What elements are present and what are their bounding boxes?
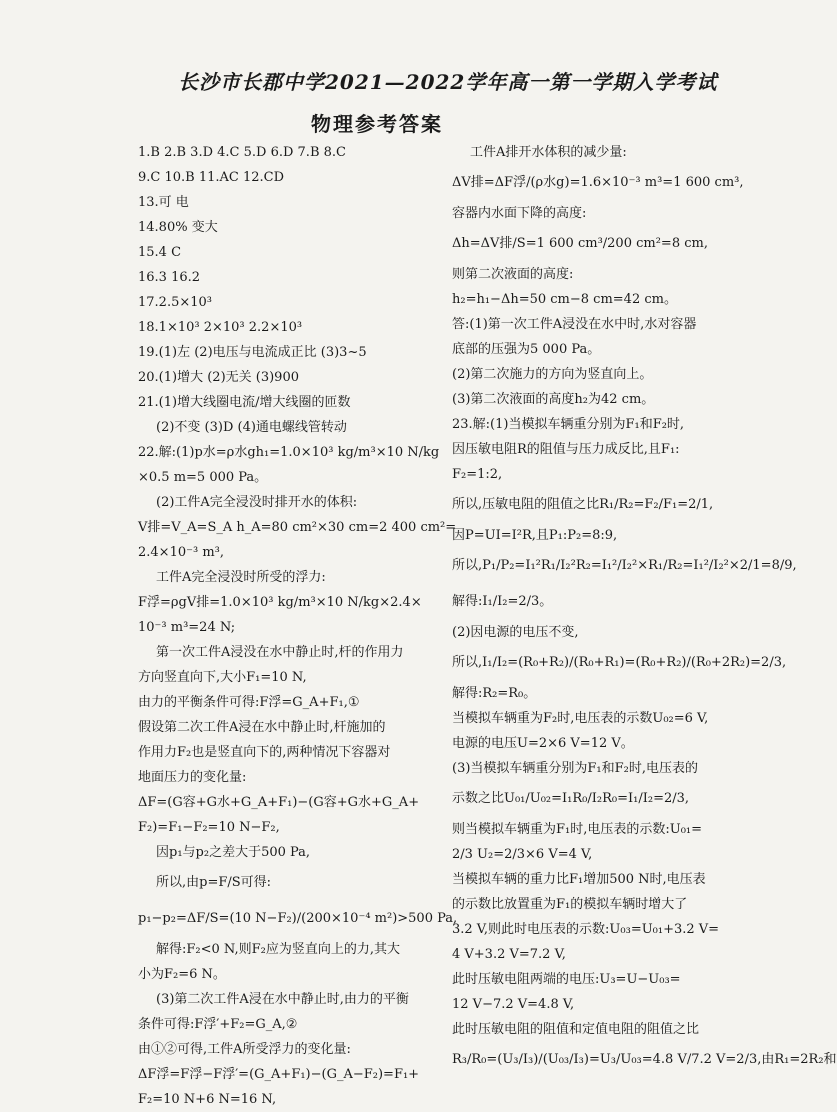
text-line: 因p₁与p₂之差大于500 Pa, [156, 845, 311, 860]
text-line: Δh=ΔV排/S=1 600 cm³/200 cm²=8 cm, [452, 236, 708, 251]
text-line: ΔF=(G容+G水+G_A+F₁)−(G容+G水+G_A+ [138, 795, 420, 810]
text-line: 14.80% 变大 [138, 220, 218, 235]
text-line: (2)不变 (3)D (4)通电螺线管转动 [156, 420, 347, 435]
text-line: 22.解:(1)p水=ρ水gh₁=1.0×10³ kg/m³×10 N/kg [138, 445, 440, 460]
text-line: 的示数比放置重为F₁的模拟车辆时增大了 [452, 897, 688, 912]
text-line: 1.B 2.B 3.D 4.C 5.D 6.D 7.B 8.C [138, 145, 346, 160]
text-line: 16.3 16.2 [138, 270, 201, 285]
text-line: 15.4 C [138, 245, 182, 260]
text-line: 所以,I₁/I₂=(R₀+R₂)/(R₀+R₁)=(R₀+R₂)/(R₀+2R₂)=2/3, [452, 655, 787, 670]
text-line: (3)当模拟车辆重分别为F₁和F₂时,电压表的 [452, 761, 699, 776]
text-line: 由①②可得,工件A所受浮力的变化量: [138, 1042, 351, 1057]
text-line: 因压敏电阻R的阻值与压力成反比,且F₁: [452, 442, 680, 457]
text-line: 底部的压强为5 000 Pa。 [452, 342, 601, 357]
text-line: 第一次工件A浸没在水中静止时,杆的作用力 [156, 645, 404, 660]
text-line: 10⁻³ m³=24 N; [138, 620, 236, 635]
text-line: (3)第二次工件A浸在水中静止时,由力的平衡 [156, 992, 409, 1007]
text-line: 则当模拟车辆重为F₁时,电压表的示数:U₀₁= [452, 822, 703, 837]
text-line: 解得:F₂<0 N,则F₂应为竖直向上的力,其大 [156, 942, 400, 957]
text-line: 所以,P₁/P₂=I₁²R₁/I₂²R₂=I₁²/I₂²×R₁/R₂=I₁²/I₂²×2/1=8/9, [452, 558, 797, 573]
text-line: 则第二次液面的高度: [452, 267, 574, 282]
text-line: 17.2.5×10³ [138, 295, 212, 310]
text-line: 20.(1)增大 (2)无关 (3)900 [138, 370, 299, 385]
text-line: ΔV排=ΔF浮/(ρ水g)=1.6×10⁻³ m³=1 600 cm³, [452, 175, 744, 190]
text-line: p₁−p₂=ΔF/S=(10 N−F₂)/(200×10⁻⁴ m²)>500 Pa, [138, 911, 458, 926]
text-line: 工件A完全浸没时所受的浮力: [156, 570, 326, 585]
page-subtitle: 物理参考答案 [311, 112, 443, 136]
text-line: (2)因电源的电压不变, [452, 625, 579, 640]
text-line: 所以,压敏电阻的阻值之比R₁/R₂=F₂/F₁=2/1, [452, 497, 714, 512]
text-line: 解得:R₂=R₀。 [452, 686, 537, 701]
text-line: 容器内水面下降的高度: [452, 206, 587, 221]
text-line: h₂=h₁−Δh=50 cm−8 cm=42 cm。 [452, 292, 677, 307]
text-line: 9.C 10.B 11.AC 12.CD [138, 170, 285, 185]
text-line: 方向竖直向下,大小F₁=10 N, [138, 670, 307, 685]
text-line: 所以,由p=F/S可得: [156, 875, 272, 890]
text-line: 3.2 V,则此时电压表的示数:U₀₃=U₀₁+3.2 V= [452, 922, 720, 937]
text-line: 作用力F₂也是竖直向下的,两种情况下容器对 [138, 745, 391, 760]
text-line: F₂=10 N+6 N=16 N, [138, 1092, 277, 1107]
text-line: 电源的电压U=2×6 V=12 V。 [452, 736, 634, 751]
left-column [138, 140, 458, 1112]
text-line: 4 V+3.2 V=7.2 V, [452, 947, 566, 962]
text-line: 由力的平衡条件可得:F浮=G_A+F₁,① [138, 695, 360, 710]
page-title: 长沙市长郡中学2021—2022学年高一第一学期入学考试 [178, 70, 718, 94]
text-line: 因P=UI=I²R,且P₁:P₂=8:9, [452, 528, 618, 543]
text-line: R₃/R₀=(U₃/I₃)/(U₀₃/I₃)=U₃/U₀₃=4.8 V/7.2 V=2/3,由R₁=2R₂和 [452, 1052, 837, 1067]
text-line: ×0.5 m=5 000 Pa。 [138, 470, 268, 485]
text-line: 当模拟车辆重为F₂时,电压表的示数U₀₂=6 V, [452, 711, 709, 726]
text-line: 19.(1)左 (2)电压与电流成正比 (3)3~5 [138, 345, 367, 360]
text-line: F₂)=F₁−F₂=10 N−F₂, [138, 820, 280, 835]
text-line: F₂=1:2, [452, 467, 503, 482]
text-line: 18.1×10³ 2×10³ 2.2×10³ [138, 320, 303, 335]
text-line: 条件可得:F浮′+F₂=G_A,② [138, 1017, 298, 1032]
text-line: (3)第二次液面的高度h₂为42 cm。 [452, 392, 655, 407]
text-line: 示数之比U₀₁/U₀₂=I₁R₀/I₂R₀=I₁/I₂=2/3, [452, 791, 690, 806]
text-line: 小为F₂=6 N。 [138, 967, 226, 982]
text-line: 2/3 U₂=2/3×6 V=4 V, [452, 847, 593, 862]
text-line: 此时压敏电阻的阻值和定值电阻的阻值之比 [452, 1022, 700, 1037]
text-line: (2)第二次施力的方向为竖直向上。 [452, 367, 653, 382]
text-line: 假设第二次工件A浸在水中静止时,杆施加的 [138, 720, 386, 735]
text-line: F浮=ρgV排=1.0×10³ kg/m³×10 N/kg×2.4× [138, 595, 422, 610]
text-line: 21.(1)增大线圈电流/增大线圈的匝数 [138, 395, 351, 410]
text-line: 解得:I₁/I₂=2/3。 [452, 594, 553, 609]
text-line: 12 V−7.2 V=4.8 V, [452, 997, 575, 1012]
text-line: (2)工件A完全浸没时排开水的体积: [156, 495, 358, 510]
text-line: 13.可 电 [138, 195, 189, 210]
text-line: 答:(1)第一次工件A浸没在水中时,水对容器 [452, 317, 697, 332]
text-line: 23.解:(1)当模拟车辆重分别为F₁和F₂时, [452, 417, 685, 432]
text-line: V排=V_A=S_A h_A=80 cm²×30 cm=2 400 cm²= [138, 520, 457, 535]
right-column [452, 140, 837, 1078]
text-line: 工件A排开水体积的减少量: [470, 145, 627, 160]
text-line: 当模拟车辆的重力比F₁增加500 N时,电压表 [452, 872, 706, 887]
text-line: ΔF浮=F浮−F浮′=(G_A+F₁)−(G_A−F₂)=F₁+ [138, 1067, 420, 1082]
text-line: 此时压敏电阻两端的电压:U₃=U−U₀₃= [452, 972, 681, 987]
text-line: 2.4×10⁻³ m³, [138, 545, 224, 560]
text-line: 地面压力的变化量: [138, 770, 247, 785]
